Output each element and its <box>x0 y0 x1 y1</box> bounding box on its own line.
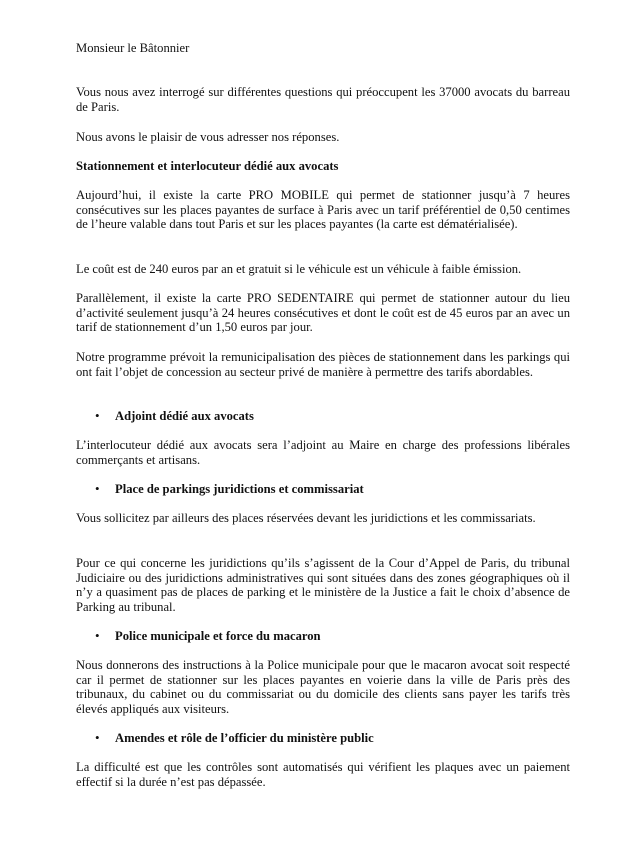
intro-paragraph-2: Nous avons le plaisir de vous adresser nos réponses. <box>76 130 340 144</box>
bullet-heading-amendes: Amendes et rôle de l’officier du ministère public <box>115 731 374 745</box>
section-heading-parking: Stationnement et interlocuteur dédié aux avocats <box>76 159 339 173</box>
paragraph-controles: La difficulté est que les contrôles sont automatisés qui vérifient les plaques avec un paiement effectif si la durée n’est pas dépassée. <box>76 760 570 789</box>
bullet-icon: • <box>95 628 100 643</box>
bullet-heading-adjoint: Adjoint dédié aux avocats <box>115 409 254 423</box>
bullet-icon: • <box>95 408 100 423</box>
intro-paragraph-1: Vous nous avez interrogé sur différentes questions qui préoccupent les 37000 avocats du barreau de Paris. <box>76 85 570 114</box>
paragraph-programme: Notre programme prévoit la remunicipalisation des pièces de stationnement dans les parkings qui ont fait l’objet de concession au secteur privé de manière à permettre des tarifs abordables. <box>76 350 570 379</box>
salutation: Monsieur le Bâtonnier <box>76 41 190 55</box>
paragraph-juridictions: Pour ce qui concerne les juridictions qu’ils s’agissent de la Cour d’Appel de Paris, du tribunal Judiciaire ou des juridictions administratives qui sont situées dans des zones géographiques où il n’y a quasiment pas de places de parking et le ministère de la Justice a fait le choix d’absence de Parking au tribunal. <box>76 556 570 614</box>
paragraph-pro-mobile: Aujourd’hui, il existe la carte PRO MOBILE qui permet de stationner jusqu’à 7 heures consécutives sur les places payantes de surface à Paris avec un tarif préférentiel de 0,50 centimes de l’heure valable dans tout Paris et sur les places payantes (la carte est dématérialisée). <box>76 188 570 232</box>
paragraph-places-reservees: Vous sollicitez par ailleurs des places réservées devant les juridictions et les commissariats. <box>76 511 536 525</box>
bullet-heading-parkings: Place de parkings juridictions et commissariat <box>115 482 364 496</box>
bullet-icon: • <box>95 481 100 496</box>
paragraph-cost: Le coût est de 240 euros par an et gratuit si le véhicule est un véhicule à faible émission. <box>76 262 522 276</box>
bullet-icon: • <box>95 730 100 745</box>
bullet-heading-police: Police municipale et force du macaron <box>115 629 321 643</box>
paragraph-pro-sedentaire: Parallèlement, il existe la carte PRO SEDENTAIRE qui permet de stationner autour du lieu d’activité seulement jusqu’à 24 heures consécutives et dont le coût est de 45 euros par an avec un tarif de stationnement d’un 1,50 euros par jour. <box>76 291 570 335</box>
paragraph-interlocuteur: L’interlocuteur dédié aux avocats sera l’adjoint au Maire en charge des professions libérales commerçants et artisans. <box>76 438 570 467</box>
paragraph-macaron: Nous donnerons des instructions à la Police municipale pour que le macaron avocat soit respecté car il permet de stationner sur les places payantes en voierie dans la ville de Paris près des tribunaux, du cabinet ou du commissariat ou du domicile des clients sans payer les tarifs très élevés appliqués aux visiteurs. <box>76 658 570 716</box>
